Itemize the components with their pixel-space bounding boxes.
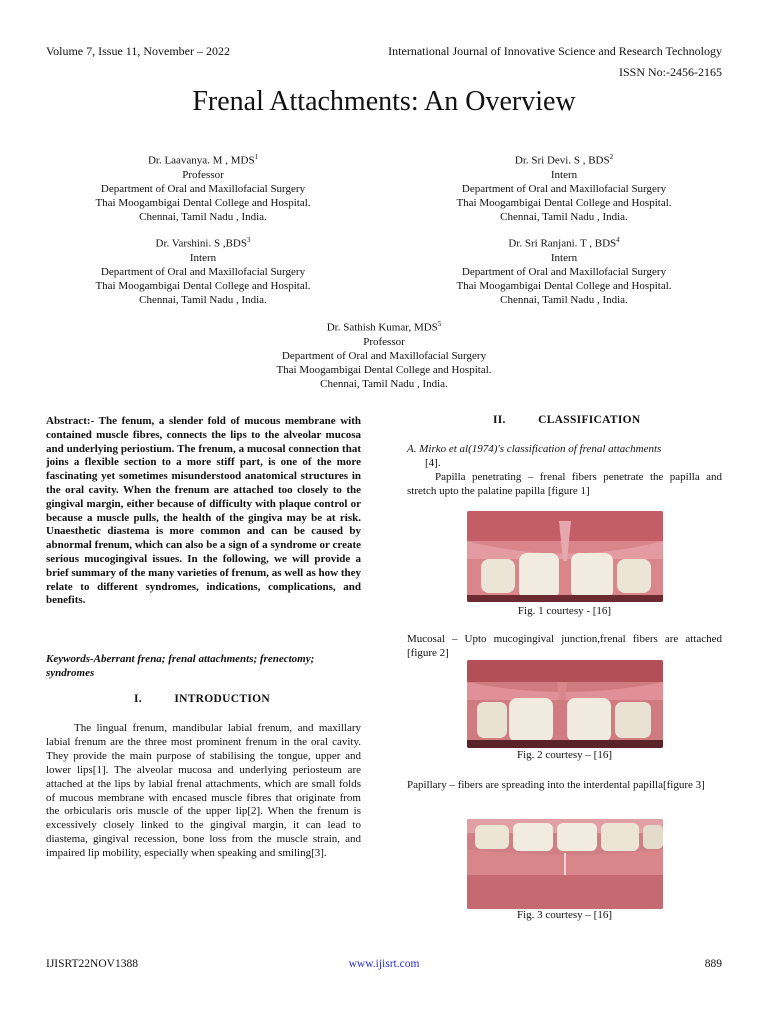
header-volume: Volume 7, Issue 11, November – 2022 xyxy=(46,44,230,58)
classification-subheading-ref: [4]. xyxy=(425,457,441,469)
footer-page-number: 889 xyxy=(704,958,722,970)
author-1 xyxy=(43,150,363,225)
author-3 xyxy=(43,233,363,308)
author-place: Chennai, Tamil Nadu , India. xyxy=(500,211,628,224)
intro-heading-label: INTRODUCTION xyxy=(174,693,270,705)
author-sup: 3 xyxy=(246,236,251,244)
classification-subheading-text: A. Mirko et al(1974)'s classification of frenal attachments xyxy=(407,443,662,455)
author-name: Dr. Sathish Kumar, MDS xyxy=(326,321,438,334)
author-college: Thai Moogambigai Dental College and Hospital. xyxy=(95,197,311,210)
author-dept: Department of Oral and Maxillofacial Surgery xyxy=(461,266,667,279)
author-college: Thai Moogambigai Dental College and Hospital. xyxy=(95,280,311,293)
classification-heading-label: CLASSIFICATION xyxy=(538,414,641,426)
author-dept: Department of Oral and Maxillofacial Surgery xyxy=(461,183,667,196)
classification-heading xyxy=(493,414,641,426)
figure-1-caption: Fig. 1 courtesy - [16] xyxy=(517,605,612,617)
author-role: Professor xyxy=(182,168,224,181)
author-role: Intern xyxy=(550,168,578,181)
author-place: Chennai, Tamil Nadu , India. xyxy=(320,378,448,391)
figure-3-image xyxy=(467,819,663,909)
footer-paper-id: IJISRT22NOV1388 xyxy=(46,958,138,970)
author-college: Thai Moogambigai Dental College and Hospital. xyxy=(276,364,492,377)
item-2-text: Mucosal – Upto mucogingival junction,frenal fibers are attached [figure 2] xyxy=(407,633,722,659)
author-sup: 1 xyxy=(254,153,259,161)
classification-subheading xyxy=(407,442,722,456)
author-place: Chennai, Tamil Nadu , India. xyxy=(139,211,267,224)
figure-3-caption: Fig. 3 courtesy – [16] xyxy=(516,909,612,921)
author-place: Chennai, Tamil Nadu , India. xyxy=(139,294,267,307)
author-college: Thai Moogambigai Dental College and Hospital. xyxy=(456,280,672,293)
figure-2-image xyxy=(467,660,663,748)
paper-title: Frenal Attachments: An Overview xyxy=(192,86,576,117)
author-role: Professor xyxy=(363,335,405,348)
intro-paragraph: The lingual frenum, mandibular labial frenum, and maxillary labial frenum are the three most prominent frenum in the oral cavity. They provide the main purpose of stabilising the tongue, upper and lower lips[1]. The alveolar mucosa and underlying periosteum are attached at the lips by labial frenal attachments, which are small folds of mucous membrane with encased muscle fibres that originate from the orbicularis oris muscle of the upper lip[2]. When the frenum is excessively closely linked to the gingival margin, it can lead to diastema, gingival recession, bone loss from the muscle strain, and impaired lip mobility, especially when speaking and smiling[3]. xyxy=(46,722,361,860)
author-role: Intern xyxy=(550,251,578,264)
header-issn: ISSN No:-2456-2165 xyxy=(618,65,722,79)
author-name: Dr. Sri Devi. S , BDS xyxy=(514,154,610,167)
author-2 xyxy=(404,150,724,225)
intro-heading-num: I. xyxy=(134,693,142,705)
author-role: Intern xyxy=(189,251,217,264)
item-1-text: Papilla penetrating – frenal fibers penetrate the papilla and stretch upto the palatine papilla [figure 1] xyxy=(407,471,722,497)
author-dept: Department of Oral and Maxillofacial Surgery xyxy=(100,183,306,196)
author-sup: 2 xyxy=(609,153,614,161)
author-sup: 5 xyxy=(437,320,442,328)
author-dept: Department of Oral and Maxillofacial Surgery xyxy=(281,350,487,363)
classification-heading-num: II. xyxy=(493,414,506,426)
figure-1-image xyxy=(467,511,663,602)
author-name: Dr. Varshini. S ,BDS xyxy=(155,237,247,250)
author-5 xyxy=(224,317,544,392)
keywords: Keywords-Aberrant frena; frenal attachments; frenectomy; syndromes xyxy=(46,653,315,679)
author-4 xyxy=(404,233,724,308)
header-journal: International Journal of Innovative Science and Research Technology xyxy=(388,44,722,58)
abstract: Abstract:- The fenum, a slender fold of mucous membrane with contained muscle fibres, connects the lips to the alveolar mucosa and underlying periostium. The frenum, a mucosal connection that joins a flexible section to a more stiff part, is one of the more fascinating yet sometimes misunderstood anatomical structures in the oral cavity. When the frenum are attached too closely to the gingival margin, either because of difficulty with plaque control or because a muscle pulls, the health of the gingiva may be at risk. Unaesthetic diastema is more common and can be caused by abnormal frenum, which can also be a sign of a syndrome or create serious mucogingival issues. In the following, we will provide a brief summary of the many varieties of frenum, as well as how they relate to different syndromes, indications, complications, and benefits. xyxy=(46,415,361,607)
author-dept: Department of Oral and Maxillofacial Surgery xyxy=(100,266,306,279)
author-college: Thai Moogambigai Dental College and Hospital. xyxy=(456,197,672,210)
figure-2-caption: Fig. 2 courtesy – [16] xyxy=(516,749,612,761)
author-sup: 4 xyxy=(616,236,620,244)
author-place: Chennai, Tamil Nadu , India. xyxy=(500,294,628,307)
intro-heading xyxy=(134,693,270,705)
author-name: Dr. Sri Ranjani. T , BDS xyxy=(508,237,617,250)
footer-website-link[interactable]: www.ijisrt.com xyxy=(348,958,420,970)
item-3-text: Papillary – fibers are spreading into the interdental papilla[figure 3] xyxy=(407,779,705,791)
author-name: Dr. Laavanya. M , MDS xyxy=(147,154,255,167)
